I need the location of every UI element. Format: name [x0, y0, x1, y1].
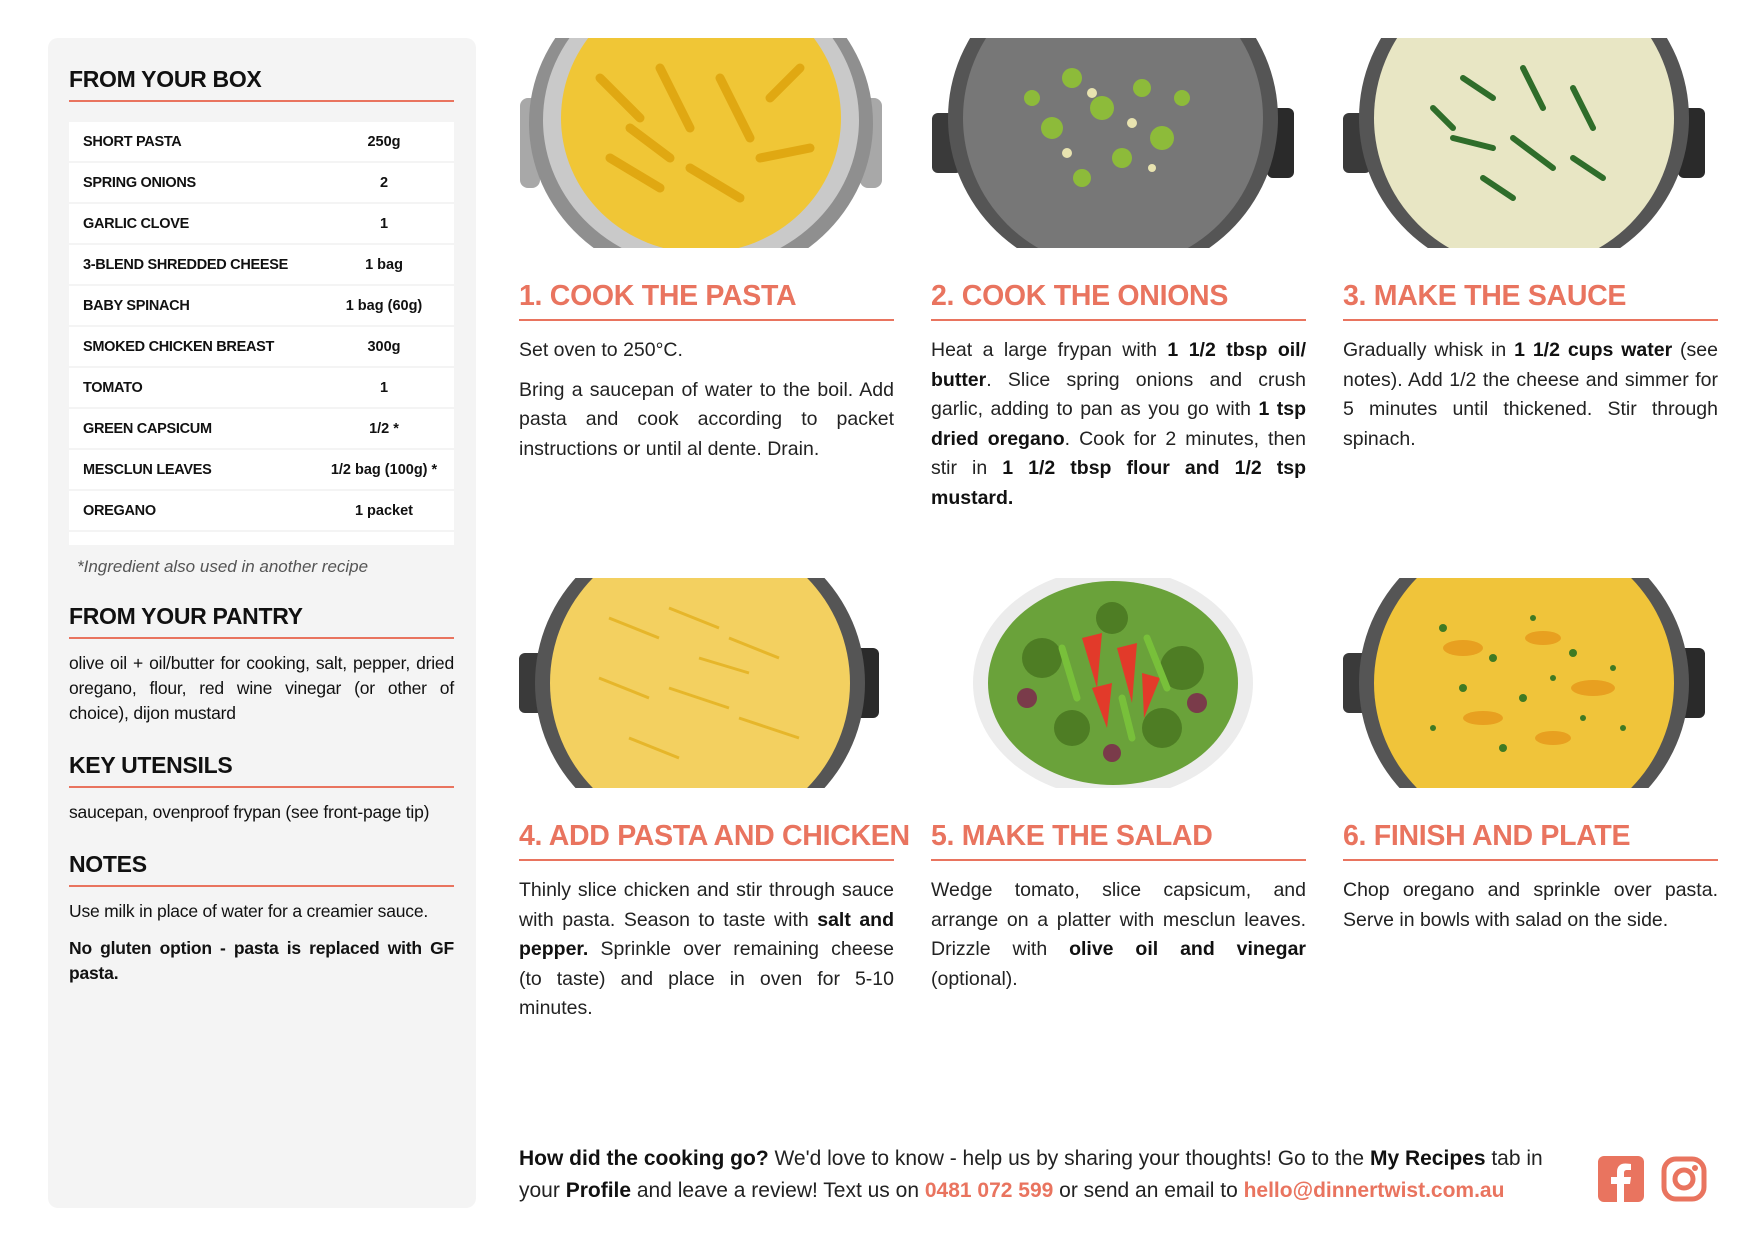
table-row [69, 162, 454, 203]
pantry-section [69, 603, 454, 726]
table-row [69, 285, 454, 326]
step-5-photo [932, 578, 1294, 788]
ingredient-name: 3-BLEND SHREDDED CHEESE [69, 244, 314, 285]
step-1-body [519, 336, 894, 474]
ingredient-qty: 2 [314, 162, 454, 203]
ingredient-qty: 1 [314, 203, 454, 244]
step-5-text-c: (optional). [931, 967, 1018, 990]
ingredient-qty: 1 packet [314, 490, 454, 531]
step-2-title: 2. COOK THE ONIONS [931, 280, 1306, 321]
step-5-title: 5. MAKE THE SALAD [931, 820, 1306, 861]
footer-my-recipes: My Recipes [1369, 1147, 1486, 1170]
step-3-photo [1343, 38, 1705, 248]
ingredient-qty: 1 bag (60g) [314, 285, 454, 326]
ingredients-panel [48, 38, 476, 1208]
step-4-title: 4. ADD PASTA AND CHICKEN [519, 820, 894, 861]
onions-pan-image [932, 38, 1294, 248]
step-2-text-c: . Slice spring onions and crush garlic, adding to pan as you go with [931, 368, 1306, 420]
step-6-body [1343, 876, 1718, 945]
pasta-chicken-pan-image [519, 578, 881, 788]
step-2-body [931, 336, 1306, 523]
step-2-text-a: Heat a large frypan with [931, 339, 1168, 361]
finished-pasta-image [1343, 578, 1705, 788]
pantry-text: olive oil + oil/butter for cooking, salt, pepper, dried oregano, flour, red wine vinegar (or other of choice), dijon mustard [69, 653, 454, 723]
step-1-text-1: Set oven to 250°C. [519, 339, 683, 361]
footer-question: How did the cooking go? [519, 1147, 769, 1170]
utensils-text: saucepan, ovenproof frypan (see front-page tip) [69, 802, 430, 822]
email-link[interactable]: hello@dinnertwist.com.au [1243, 1179, 1505, 1202]
step-1-photo [520, 38, 882, 248]
ingredient-name: TOMATO [69, 367, 314, 408]
ingredient-name: SHORT PASTA [69, 122, 314, 162]
footer-text-2: tab in your [519, 1147, 1543, 1202]
pantry-heading: FROM YOUR PANTRY [69, 603, 454, 639]
ingredient-name: GREEN CAPSICUM [69, 408, 314, 449]
from-your-box-heading: FROM YOUR BOX [69, 66, 454, 102]
notes-heading: NOTES [69, 851, 454, 887]
step-6-text-a: Chop oregano and sprinkle over pasta. Serve in bowls with salad on the side. [1343, 879, 1718, 931]
table-row [69, 367, 454, 408]
step-4-text-a: Thinly slice chicken and stir through sauce with pasta. Season to taste with [519, 879, 894, 931]
table-row [69, 203, 454, 244]
ingredient-qty: 1 [314, 367, 454, 408]
footer-text-3: and leave a review! Text us on [631, 1179, 925, 1202]
table-row [69, 490, 454, 531]
ingredient-name: SPRING ONIONS [69, 162, 314, 203]
ingredient-name: GARLIC CLOVE [69, 203, 314, 244]
step-4-body [519, 876, 894, 1034]
step-2-bold-1: 1 1/2 tbsp oil/ butter [931, 339, 1306, 391]
step-3-text-c: (see notes). Add 1/2 the cheese and simmer for 5 minutes until thickened. Stir through spinach. [1343, 339, 1718, 450]
ingredient-footnote: *Ingredient also used in another recipe [77, 557, 369, 576]
ingredient-qty: 1/2 * [314, 408, 454, 449]
step-1-text-2: Bring a saucepan of water to the boil. Add pasta and cook according to packet instructions or until al dente. Drain. [519, 378, 894, 460]
notes-line-1: Use milk in place of water for a creamier sauce. [69, 901, 429, 921]
phone-link[interactable]: 0481 072 599 [924, 1179, 1054, 1202]
step-2-text-d: . Cook for 2 minutes, then stir in [931, 427, 1306, 479]
salad-platter-image [932, 578, 1294, 788]
step-3-text-a: Gradually whisk in [1343, 339, 1515, 361]
step-3-title: 3. MAKE THE SAUCE [1343, 280, 1718, 321]
step-2-bold-2: 1 tsp dried oregano [931, 398, 1306, 450]
notes-line-2: No gluten option - pasta is replaced with GF pasta. [69, 938, 454, 983]
ingredient-qty: 1/2 bag (100g) * [314, 449, 454, 490]
instagram-icon[interactable] [1661, 1156, 1707, 1207]
notes-section [69, 851, 454, 986]
step-4-text-c: Sprinkle over remaining cheese (to taste) and place in oven for 5-10 minutes. [519, 938, 894, 1019]
ingredient-qty: 1 bag [314, 244, 454, 285]
ingredients-table [69, 122, 454, 545]
ingredient-name: SMOKED CHICKEN BREAST [69, 326, 314, 367]
step-3-body [1343, 336, 1718, 464]
feedback-footer [519, 1143, 1569, 1207]
step-2-photo [932, 38, 1294, 248]
ingredient-qty: 250g [314, 122, 454, 162]
step-3-bold-1: 1 1/2 cups water [1514, 339, 1673, 361]
step-5-bold-1: olive oil and vinegar [1069, 938, 1306, 960]
table-row [69, 326, 454, 367]
table-row [69, 244, 454, 285]
table-row [69, 122, 454, 162]
ingredient-qty: 300g [314, 326, 454, 367]
footer-text-1: We'd love to know - help us by sharing your thoughts! Go to the [768, 1147, 1370, 1170]
pasta-pot-image [520, 38, 882, 248]
step-2-bold-3: 1 1/2 tbsp flour and 1/2 tsp mustard. [931, 457, 1306, 509]
step-6-photo [1343, 578, 1705, 788]
ingredient-name: BABY SPINACH [69, 285, 314, 326]
table-row [69, 449, 454, 490]
step-4-photo [519, 578, 881, 788]
footer-text-4: or send an email to [1053, 1179, 1244, 1202]
step-5-text-a: Wedge tomato, slice capsicum, and arrange on a platter with mesclun leaves. Drizzle with [931, 879, 1306, 960]
utensils-heading: KEY UTENSILS [69, 752, 454, 788]
step-4-bold-1: salt and pepper. [519, 908, 894, 960]
step-6-title: 6. FINISH AND PLATE [1343, 820, 1718, 861]
step-1-title: 1. COOK THE PASTA [519, 280, 894, 321]
facebook-icon[interactable] [1598, 1156, 1644, 1207]
ingredient-name: MESCLUN LEAVES [69, 449, 314, 490]
ingredient-name: OREGANO [69, 490, 314, 531]
table-row [69, 408, 454, 449]
step-5-body [931, 876, 1306, 1004]
utensils-section [69, 752, 454, 825]
footer-profile: Profile [565, 1179, 632, 1202]
sauce-pan-image [1343, 38, 1705, 248]
